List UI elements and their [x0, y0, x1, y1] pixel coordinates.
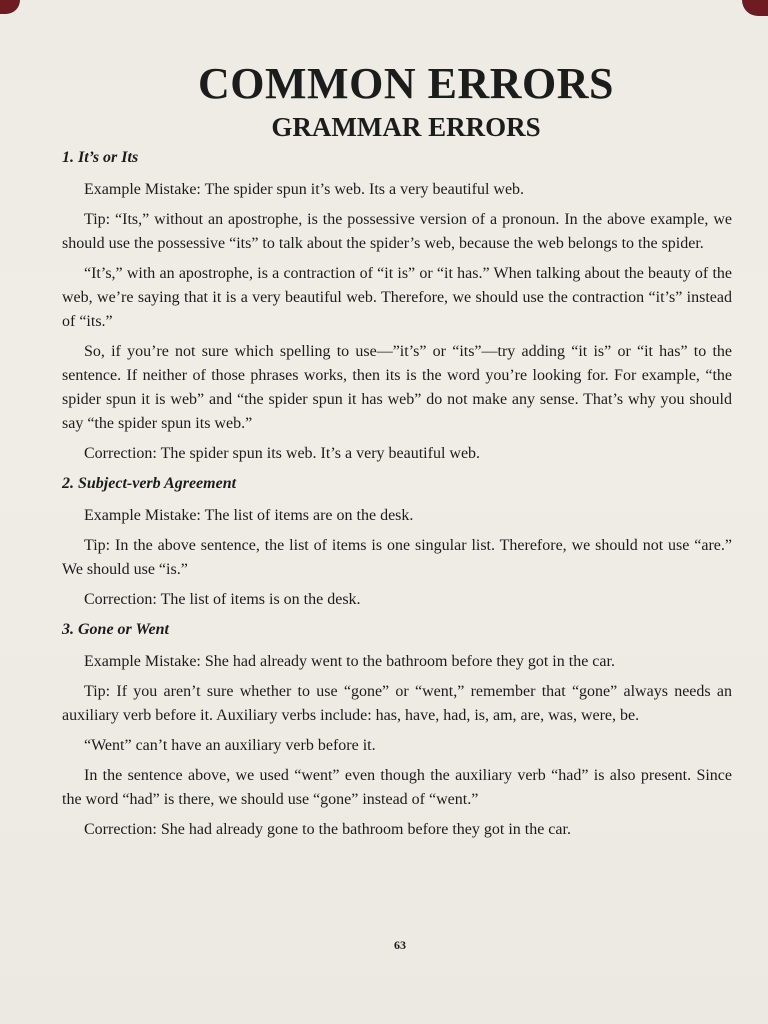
- explanation-paragraph: “It’s,” with an apostrophe, is a contraction of “it is” or “it has.” When talking about the beauty of the web, we’re saying that it is a very beautiful web. Therefore, we should use the contraction “it’s” instead of “its.”: [62, 265, 732, 330]
- tip-paragraph: Tip: “Its,” without an apostrophe, is the possessive version of a pronoun. In the above example, we should use the possessive “its” to talk about the spider’s web, because the web belongs to the spider.: [62, 211, 732, 252]
- example-mistake: Example Mistake: She had already went to the bathroom before they got in the car.: [84, 653, 615, 670]
- tip-paragraph: Tip: If you aren’t sure whether to use “gone” or “went,” remember that “gone” always needs an auxiliary verb before it. Auxiliary verbs include: has, have, had, is, am, are, was, were, be.: [62, 683, 732, 724]
- section-subject-verb-agreement: [62, 472, 732, 612]
- section-heading: 3. Gone or Went: [62, 621, 169, 638]
- section-its-or-its: [62, 146, 732, 466]
- explanation-paragraph: “Went” can’t have an auxiliary verb before it.: [84, 737, 376, 754]
- section-heading: 2. Subject-verb Agreement: [62, 475, 237, 492]
- example-mistake: Example Mistake: The spider spun it’s web. Its a very beautiful web.: [84, 181, 525, 198]
- book-cover-corner-left: [0, 0, 20, 14]
- page-subtitle: GRAMMAR ERRORS: [271, 112, 541, 142]
- example-mistake: Example Mistake: The list of items are on the desk.: [84, 507, 414, 524]
- explanation-paragraph: So, if you’re not sure which spelling to use—”it’s” or “its”—try adding “it is” or “it has” to the sentence. If neither of those phrases works, then its is the word you’re looking for. For example, “the spider spun it is web” and “the spider spun it has web” do not make any sense. That’s why you should say “the spider spun its web.”: [62, 343, 732, 432]
- book-cover-corner-right: [742, 0, 768, 16]
- tip-paragraph: Tip: In the above sentence, the list of items is one singular list. Therefore, we should not use “are.” We should use “is.”: [62, 537, 732, 578]
- explanation-paragraph: In the sentence above, we used “went” even though the auxiliary verb “had” is also present. Since the word “had” is there, we should use “gone” instead of “went.”: [62, 767, 732, 808]
- correction: Correction: She had already gone to the bathroom before they got in the car.: [84, 821, 571, 838]
- page-title: COMMON ERRORS: [198, 59, 614, 108]
- section-gone-or-went: [62, 618, 732, 842]
- correction: Correction: The list of items is on the desk.: [84, 591, 361, 608]
- page-number: 63: [394, 938, 406, 952]
- section-heading: 1. It’s or Its: [62, 149, 139, 166]
- page-content: [62, 146, 732, 848]
- correction: Correction: The spider spun its web. It’s a very beautiful web.: [84, 445, 481, 462]
